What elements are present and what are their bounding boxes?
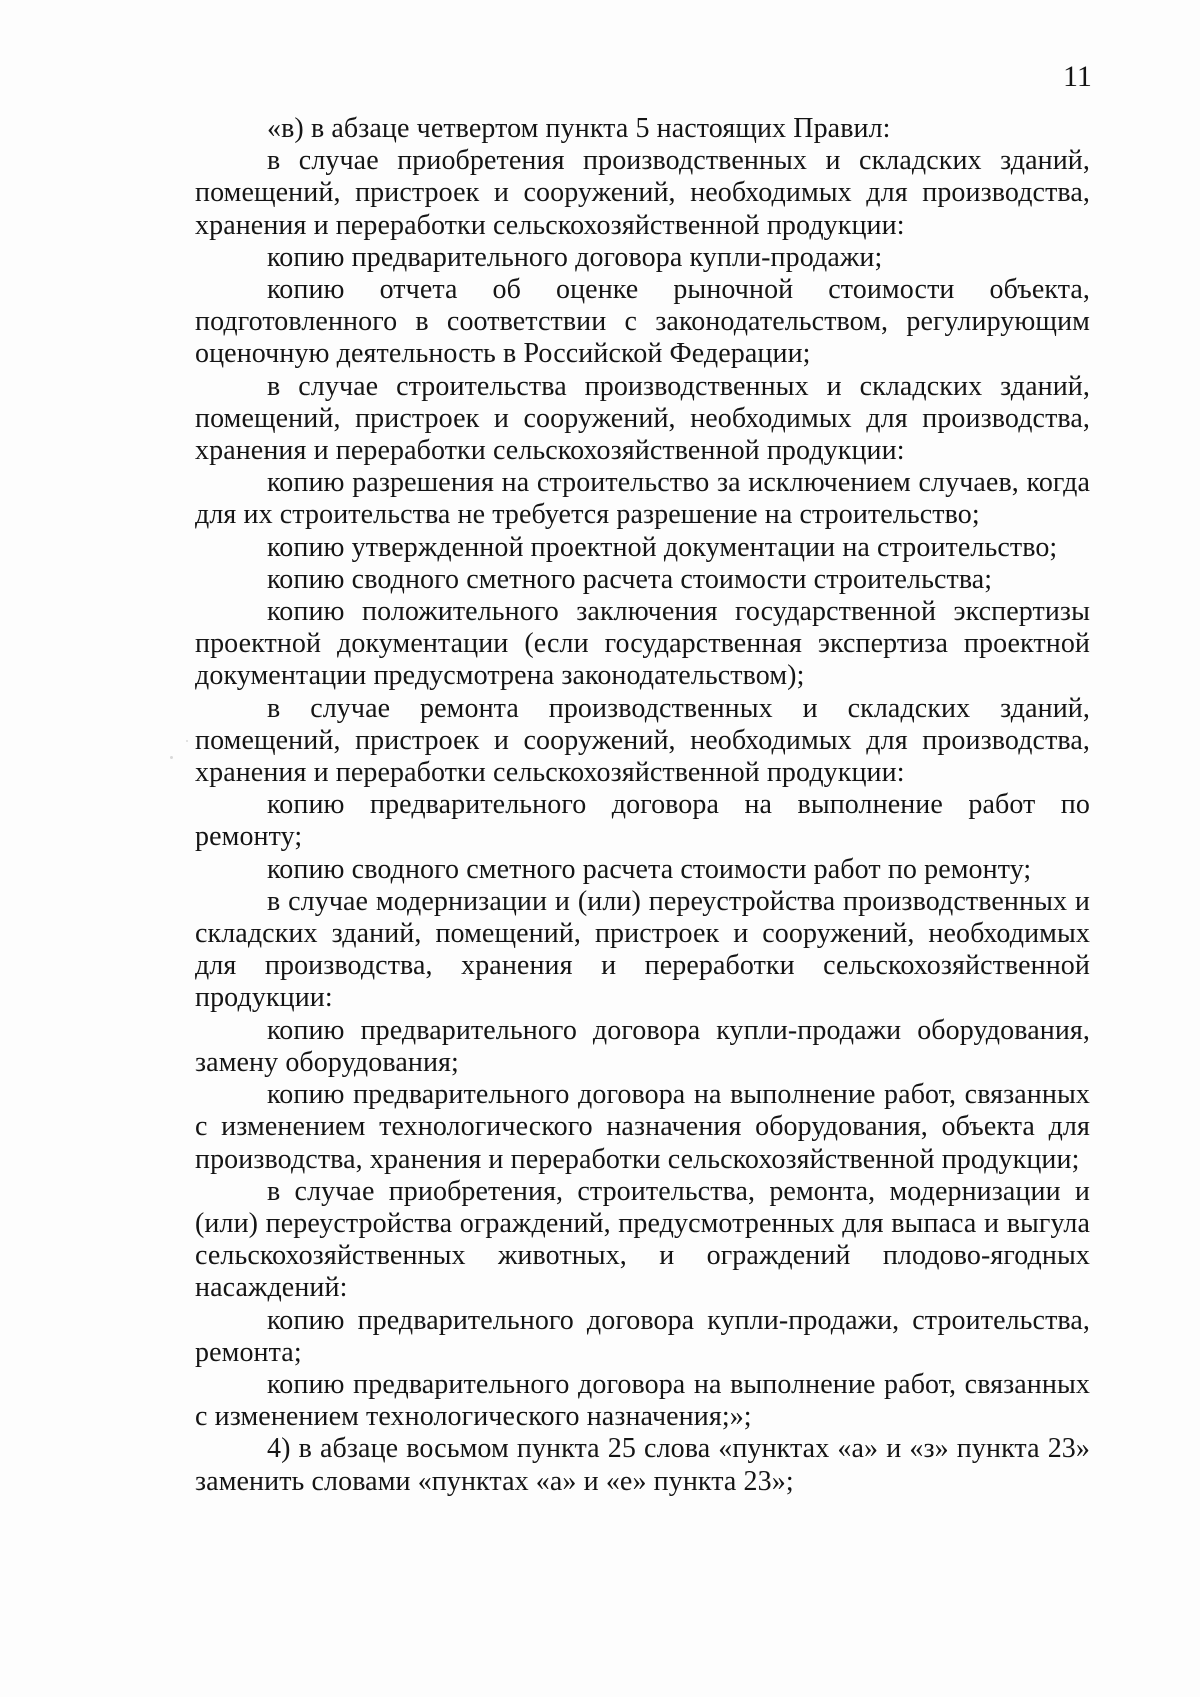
page-number: 11: [1063, 60, 1092, 93]
paragraph: в случае модернизации и (или) переустройства производственных и складских зданий, помещений, пристроек и сооружений, необходимых для производства, хранения и переработки сельскохозяйственной продукции:: [195, 885, 1090, 1014]
document-body: [195, 113, 1090, 1498]
paragraph: копию предварительного договора купли-продажи оборудования, замену оборудования;: [195, 1014, 1090, 1078]
paragraph: 4) в абзаце восьмом пункта 25 слова «пунктах «а» и «з» пункта 23» заменить словами «пунктах «а» и «е» пункта 23»;: [195, 1433, 1090, 1497]
paragraph: копию утвержденной проектной документации на строительство;: [267, 531, 1058, 563]
paragraph: «в) в абзаце четвертом пункта 5 настоящих Правил:: [267, 113, 891, 144]
paragraph: копию предварительного договора на выполнение работ, связанных с изменением технологического назначения;»;: [195, 1368, 1090, 1433]
scan-speck: [186, 740, 188, 742]
paragraph: копию предварительного договора на выполнение работ по ремонту;: [195, 789, 1090, 853]
paragraph: копию отчета об оценке рыночной стоимости объекта, подготовленного в соответствии с законодательством, регулирующим оценочную деятельность в Российской Федерации;: [195, 274, 1090, 370]
paragraph: в случае ремонта производственных и складских зданий, помещений, пристроек и сооружений, необходимых для производства, хранения и переработки сельскохозяйственной продукции:: [195, 692, 1090, 789]
paragraph: копию разрешения на строительство за исключением случаев, когда для их строительства не требуется разрешение на строительство;: [195, 467, 1090, 531]
paragraph: в случае приобретения производственных и складских зданий, помещений, пристроек и сооружений, необходимых для производства, хранения и переработки сельскохозяйственной продукции:: [195, 145, 1090, 241]
paragraph: копию сводного сметного расчета стоимости строительства;: [267, 563, 993, 595]
paragraph: копию предварительного договора купли-продажи;: [267, 241, 883, 273]
paragraph: в случае строительства производственных и складских зданий, помещений, пристроек и сооружений, необходимых для производства, хранения и переработки сельскохозяйственной продукции:: [195, 370, 1090, 467]
paragraph: копию сводного сметного расчета стоимости работ по ремонту;: [267, 853, 1032, 885]
paragraph: копию предварительного договора купли-продажи, строительства, ремонта;: [195, 1304, 1090, 1368]
scan-speck: [170, 756, 173, 759]
paragraph: копию предварительного договора на выполнение работ, связанных с изменением технологического назначения оборудования, объекта для производства, хранения и переработки сельскохозяйственной продукции;: [195, 1079, 1090, 1175]
paragraph: в случае приобретения, строительства, ремонта, модернизации и (или) переустройства ограждений, предусмотренных для выпаса и выгула сельскохозяйственных животных, и ограждений плодово-ягодных насаждений:: [195, 1175, 1090, 1304]
paragraph: копию положительного заключения государственной экспертизы проектной документации (если государственная экспертиза проектной документации предусмотрена законодательством);: [195, 596, 1090, 692]
